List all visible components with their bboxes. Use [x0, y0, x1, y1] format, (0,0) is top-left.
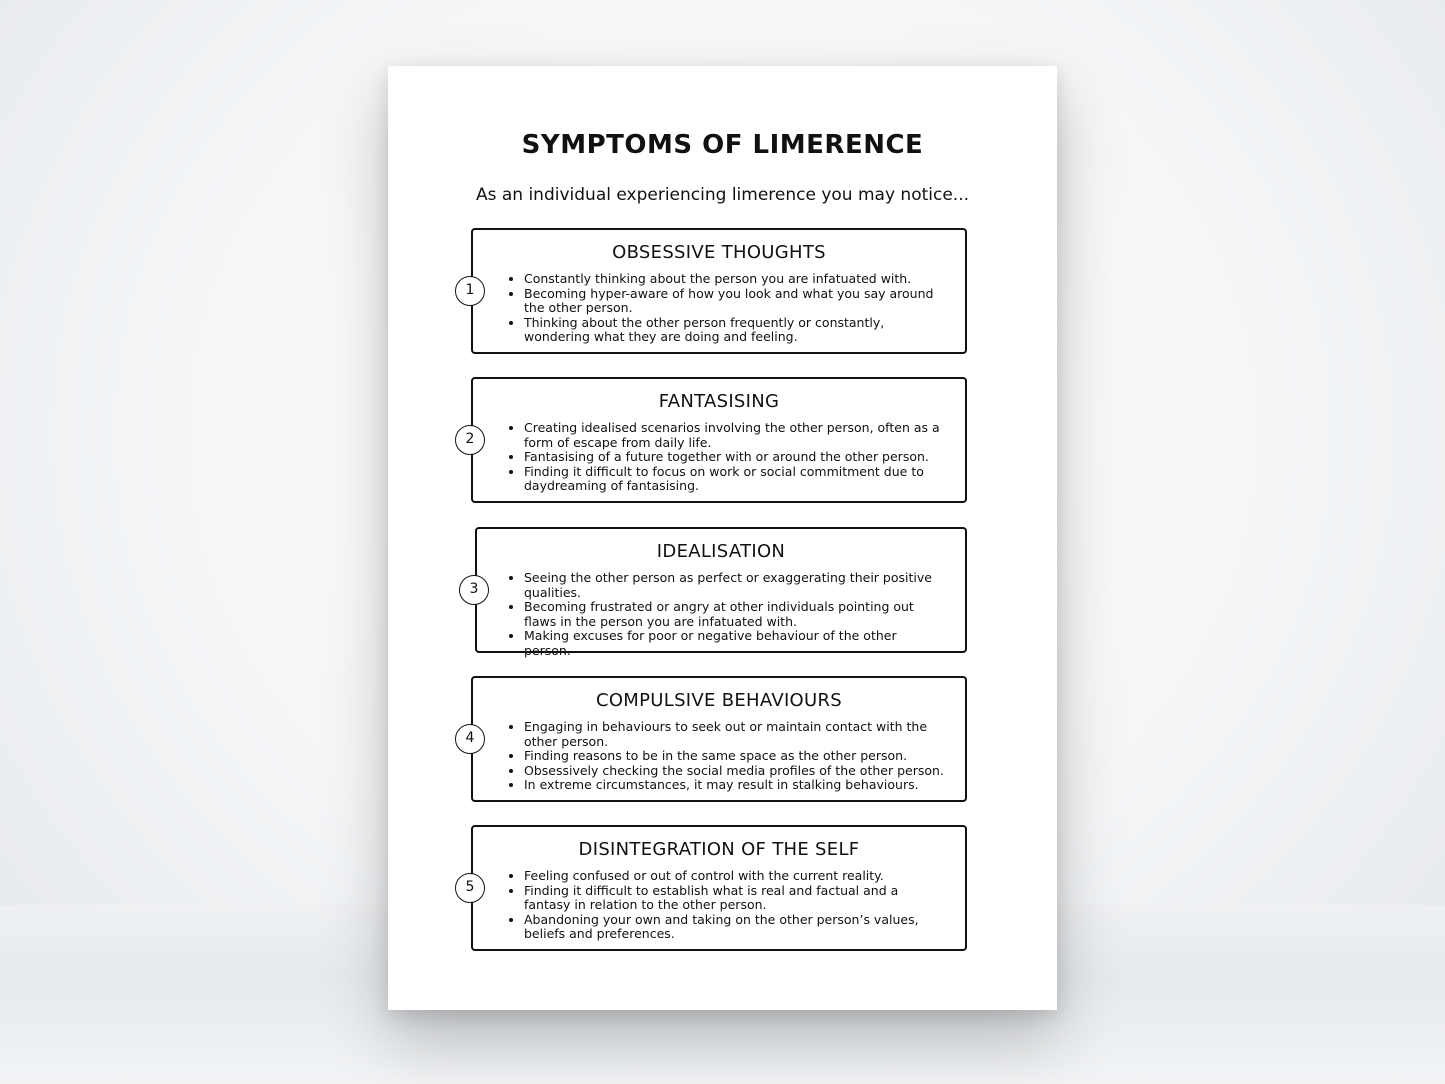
- list-item: • Engaging in behaviours to seek out or maintain contact with the other person.: [524, 720, 947, 749]
- section-number-badge: 1: [455, 276, 485, 306]
- list-item: • Obsessively checking the social media profiles of the other person.: [524, 764, 947, 779]
- section-bullet-list: [507, 869, 947, 942]
- section-card-idealisation: [469, 527, 967, 658]
- section-heading: IDEALISATION: [656, 541, 786, 562]
- list-item: • Constantly thinking about the person you are infatuated with.: [524, 272, 947, 287]
- list-item: • Thinking about the other person frequently or constantly, wondering what they are doing and feeling.: [524, 316, 947, 345]
- section-card-fantasising: [465, 377, 967, 503]
- section-number-badge: 5: [455, 873, 485, 903]
- list-item: • Abandoning your own and taking on the other person’s values, beliefs and preferences.: [524, 913, 947, 942]
- section-heading: DISINTEGRATION OF THE SELF: [578, 839, 860, 860]
- section-heading: FANTASISING: [658, 391, 780, 412]
- section-bullet-list: [507, 571, 947, 658]
- list-item: • Fantasising of a future together with or around the other person.: [524, 450, 947, 465]
- list-item: • Creating idealised scenarios involving the other person, often as a form of escape from daily life.: [524, 421, 947, 450]
- poster-sheet: [388, 66, 1057, 1010]
- section-bullet-list: [507, 272, 947, 345]
- section-card-disintegration-of-the-self: [465, 825, 967, 951]
- list-item: • In extreme circumstances, it may result in stalking behaviours.: [524, 778, 947, 793]
- page-subtitle: As an individual experiencing limerence you may notice...: [475, 185, 970, 205]
- list-item: • Finding it difficult to establish what is real and factual and a fantasy in relation to the other person.: [524, 884, 947, 913]
- section-heading: COMPULSIVE BEHAVIOURS: [595, 690, 843, 711]
- section-number-badge: 4: [455, 724, 485, 754]
- list-item: • Making excuses for poor or negative behaviour of the other person.: [524, 629, 947, 658]
- section-card-obsessive-thoughts: [465, 228, 967, 354]
- page-title: SYMPTOMS OF LIMERENCE: [521, 130, 924, 160]
- section-heading: OBSESSIVE THOUGHTS: [612, 242, 826, 263]
- list-item: • Becoming frustrated or angry at other individuals pointing out flaws in the person you are infatuated with.: [524, 600, 947, 629]
- list-item: • Becoming hyper-aware of how you look and what you say around the other person.: [524, 287, 947, 316]
- list-item: • Finding it difficult to focus on work or social commitment due to daydreaming of fantasising.: [524, 465, 947, 494]
- section-bullet-list: [507, 720, 947, 793]
- section-bullet-list: [507, 421, 947, 494]
- section-card-compulsive-behaviours: [465, 676, 967, 802]
- section-number-badge: 2: [455, 425, 485, 455]
- section-number-badge: 3: [459, 575, 489, 605]
- list-item: • Seeing the other person as perfect or exaggerating their positive qualities.: [524, 571, 947, 600]
- list-item: • Feeling confused or out of control with the current reality.: [524, 869, 947, 884]
- list-item: • Finding reasons to be in the same space as the other person.: [524, 749, 947, 764]
